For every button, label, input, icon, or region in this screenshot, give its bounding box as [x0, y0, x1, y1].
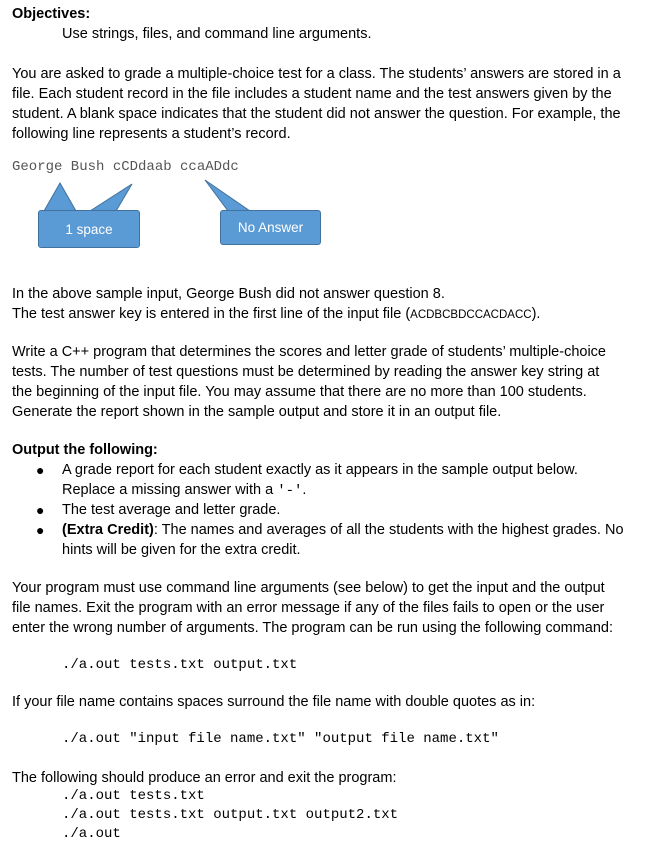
spaces-note: If your file name contains spaces surround the file name with double quotes as in: — [12, 694, 536, 710]
bullet-2-text: The test average and letter grade. — [62, 502, 281, 518]
one-space-callout-label: 1 space — [65, 221, 113, 237]
error-command-3: ./a.out — [62, 826, 121, 842]
error-command-1: ./a.out tests.txt — [62, 788, 205, 804]
sample-record: George Bush cCDdaab ccaADdc — [12, 159, 239, 175]
bullet-3-marker: ● — [36, 522, 45, 538]
extra-credit-label: (Extra Credit) — [62, 522, 154, 538]
intro-line-2: file. Each student record in the file includes a student name and the test answers given by the — [12, 86, 612, 102]
task-line-4: Generate the report shown in the sample output and store it in an output file. — [12, 404, 502, 420]
missing-answer-code: '-' — [277, 483, 303, 499]
task-line-1: Write a C++ program that determines the scores and letter grade of students’ multiple-choice — [12, 344, 606, 360]
no-answer-callout — [220, 210, 321, 245]
bullet-1-line-1: A grade report for each student exactly as it appears in the sample output below. — [62, 462, 578, 478]
bullet-1-marker: ● — [36, 462, 45, 478]
bullet-2-marker: ● — [36, 502, 45, 518]
command-2: ./a.out "input file name.txt" "output file name.txt" — [62, 731, 499, 747]
bullet-1-prefix: Replace a missing answer with a — [62, 482, 278, 498]
error-note: The following should produce an error and exit the program: — [12, 770, 397, 786]
task-line-3: the beginning of the input file. You may assume that there are no more than 100 students. — [12, 384, 587, 400]
bullet-1-suffix: . — [302, 482, 307, 498]
args-line-2: file names. Exit the program with an error message if any of the files fails to open or the user — [12, 600, 605, 616]
args-line-1: Your program must use command line arguments (see below) to get the input and the output — [12, 580, 605, 596]
explanation-line-2 — [12, 304, 540, 325]
args-line-3: enter the wrong number of arguments. The program can be run using the following command: — [12, 620, 614, 636]
bullet-1-line-2 — [62, 480, 306, 501]
bullet-3-rest: : The names and averages of all the students with the highest grades. No — [153, 522, 624, 538]
intro-line-4: following line represents a student’s record. — [12, 126, 291, 142]
no-answer-callout-label: No Answer — [237, 220, 304, 235]
explanation-suffix: ). — [531, 306, 541, 322]
bullet-3-line-2: hints will be given for the extra credit. — [62, 542, 301, 558]
bullet-3-line-1 — [62, 520, 624, 540]
objectives-text: Use strings, files, and command line arguments. — [62, 26, 372, 42]
answer-key: ACDBCBDCCACDACC — [410, 309, 532, 321]
explanation-line-1: In the above sample input, George Bush did not answer question 8. — [12, 286, 445, 302]
command-1: ./a.out tests.txt output.txt — [62, 657, 298, 673]
error-command-2: ./a.out tests.txt output.txt output2.txt — [62, 807, 399, 823]
intro-line-1: You are asked to grade a multiple-choice test for a class. The students’ answers are stored in a — [12, 66, 621, 82]
task-line-2: tests. The number of test questions must be determined by reading the answer key string at — [12, 364, 600, 380]
output-heading: Output the following: — [12, 442, 158, 458]
objectives-heading: Objectives: — [12, 6, 91, 22]
one-space-callout — [38, 210, 140, 248]
intro-line-3: student. A blank space indicates that the student did not answer the question. For example, the — [12, 106, 621, 122]
explanation-prefix: The test answer key is entered in the first line of the input file ( — [12, 306, 411, 322]
